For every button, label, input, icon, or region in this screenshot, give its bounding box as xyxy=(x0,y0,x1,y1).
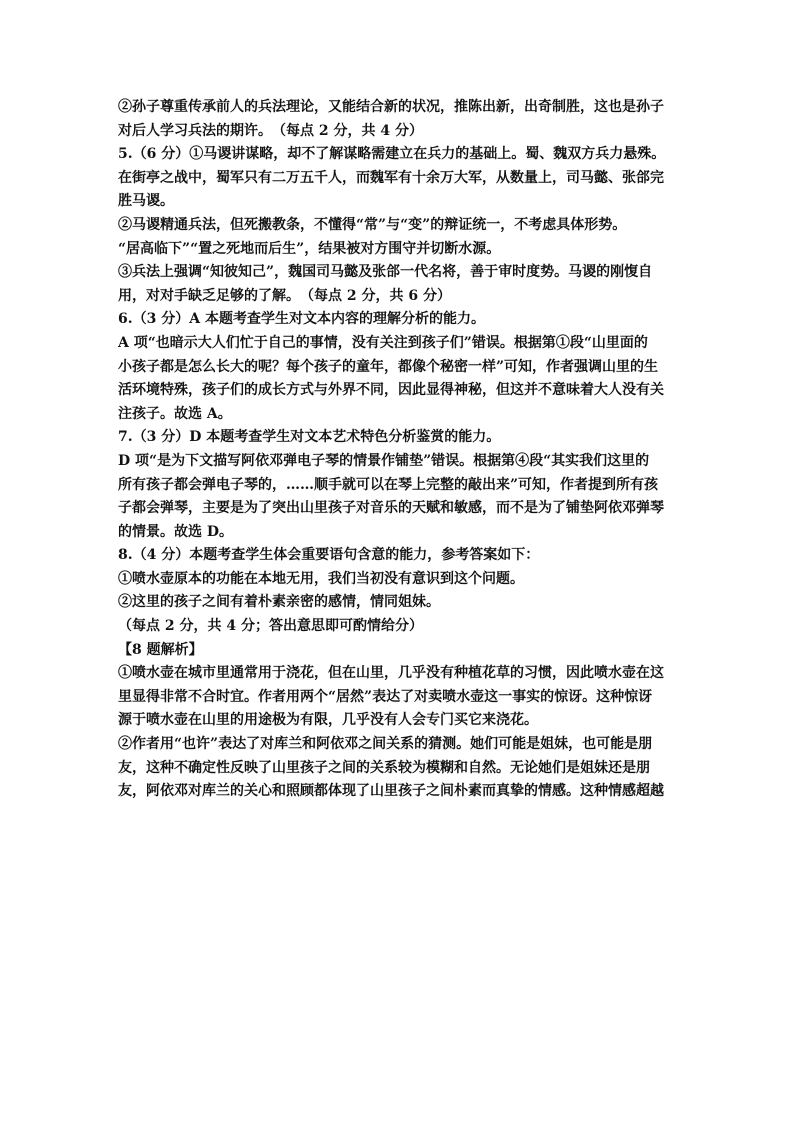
text-line: 小孩子都是怎么长大的呢？每个孩子的童年，都像个秘密一样”可知，作者强调山里的生 xyxy=(118,358,659,375)
text-line: 的情景。故选 D。 xyxy=(118,523,234,540)
text-line: 5.（6 分）①马谡讲谋略，却不了解谋略需建立在兵力的基础上。蜀、魏双方兵力悬殊。 xyxy=(118,146,666,163)
text-line: 子都会弹琴，主要是为了突出山里孩子对音乐的天赋和敏感，而不是为了铺垫阿依邓弹琴 xyxy=(118,500,664,517)
text-line: A 项“也暗示大人们忙于自己的事情，没有关注到孩子们”错误。根据第①段“山里面的 xyxy=(118,334,648,351)
text-line: 活环境特殊，孩子们的成长方式与外界不同，因此显得神秘，但这并不意味着大人没有关 xyxy=(118,382,664,399)
text-line: D 项“是为下文描写阿依邓弹电子琴的情景作铺垫”错误。根据第④段“其实我们这里的 xyxy=(118,452,650,469)
text-line: ②马谡精通兵法，但死搬教条，不懂得“常”与“变”的辩证统一，不考虑具体形势。 xyxy=(118,216,627,233)
text-line: 友，阿依邓对库兰的关心和照顾都体现了山里孩子之间朴素而真挚的情感。这种情感超越 xyxy=(118,783,664,800)
text-line: ①喷水壶原本的功能在本地无用，我们当初没有意识到这个问题。 xyxy=(118,570,524,587)
text-line: 源于喷水壶在山里的用途极为有限，几乎没有人会专门买它来浇花。 xyxy=(118,712,538,729)
text-line: 友，这种不确定性反映了山里孩子之间的关系较为模糊和自然。无论她们是姐妹还是朋 xyxy=(118,759,650,776)
document-page xyxy=(118,96,678,804)
text-line: ③兵法上强调“知彼知己”，魏国司马懿及张郃一代名将，善于审时度势。马谡的刚愎自 xyxy=(118,264,653,281)
text-line: ②孙子尊重传承前人的兵法理论，又能结合新的状况，推陈出新，出奇制胜，这也是孙子 xyxy=(118,99,664,115)
text-line: ②作者用“也许”表达了对库兰和阿依邓之间关系的猜测。她们可能是姐妹，也可能是朋 xyxy=(118,736,653,753)
text-line: 对后人学习兵法的期许。 （每点 2 分，共 4 分） xyxy=(118,122,423,139)
text-line: 胜马谡。 xyxy=(118,193,174,210)
text-line: 6.（3 分）A 本题考查学生对文本内容的理解分析的能力。 xyxy=(118,311,485,328)
text-line: 在街亭之战中，蜀军只有二万五千人，而魏军有十余万大军，从数量上，司马懿、张郃完 xyxy=(118,169,664,186)
text-line: ②这里的孩子之间有着朴素亲密的感情，情同姐妹。 xyxy=(118,594,440,611)
text-line: 里显得非常不合时宜。作者用两个“居然”表达了对卖喷水壶这一事实的惊讶。这种惊讶 xyxy=(118,688,653,705)
text-line: 【8 题解析】 xyxy=(118,641,203,658)
text-line: “居高临下”“置之死地而后生”，结果被对方围守并切断水源。 xyxy=(118,240,501,257)
text-line: 注孩子。故选 A。 xyxy=(118,405,232,422)
text-line: 8.（4 分）本题考查学生体会重要语句含意的能力，参考答案如下： xyxy=(118,547,540,564)
text-line: （每点 2 分，共 4 分；答出意思即可酌情给分） xyxy=(118,618,423,635)
text-line: 所有孩子都会弹电子琴的，……顺手就可以在琴上完整的敲出来”可知，作者提到所有孩 xyxy=(118,476,659,493)
text-line: 用，对对手缺乏足够的了解。 （每点 2 分，共 6 分） xyxy=(118,287,451,304)
text-line: ①喷水壶在城市里通常用于浇花，但在山里，几乎没有种植花草的习惯，因此喷水壶在这 xyxy=(118,665,664,682)
text-line: 7.（3 分）D 本题考查学生对文本艺术特色分析鉴赏的能力。 xyxy=(118,429,501,446)
